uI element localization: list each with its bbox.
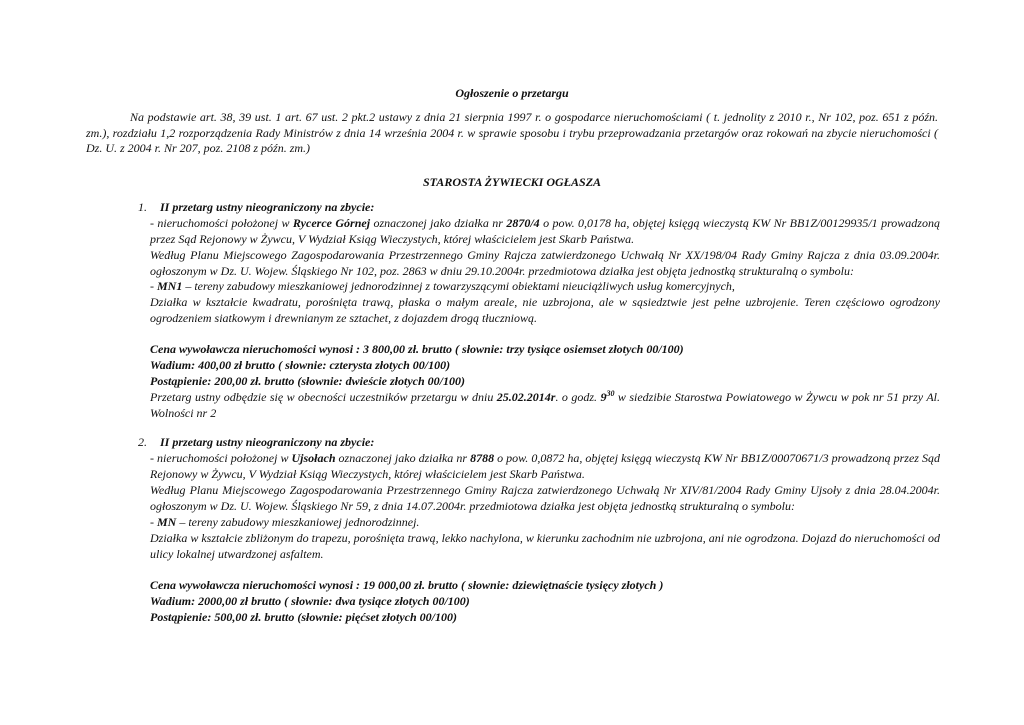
increment-label: Postąpienie [150,610,208,624]
intro-text: Na podstawie art. 38, 39 ust. 1 art. 67 ust. 2 pkt.2 ustawy z dnia 21 sierpnia 1997 r. o gospodarce nieruchomościami ( t. jednolity z 2010 r., Nr 102, poz. 651 z późn. zm.), rozdziału 1,2 rozporządzenia Rady Ministrów z dnia 14 września 2004 r. w sprawie sposobu i trybu przeprowadzania przetargów oraz rokowań na zbycie nieruchomości ( Dz. U. z 2004 r. Nr 207, poz. 2108 z późn. zm.) [86,110,938,156]
property-description [150,451,940,482]
plot-description: Działka w kształcie kwadratu, porośnięta trawą, płaska o małym areale, nie uzbrojona, ale w sąsiedztwie jest pełne uzbrojenie. Teren częściowo ogrodzony ogrodzeniem siatkowym i drewnianym ze sztachet, z dojazdem drogą tłuczniową. [150,295,940,325]
auction-location: w siedzibie Starostwa Powiatowego w Żywcu w pok nr 51 przy Al. Wolności nr 2 [150,390,941,420]
auction-text: Przetarg ustny odbędzie się w obecności uczestników przetargu w dniu [150,390,497,404]
symbol-code: MN1 [157,279,183,293]
deposit: Wadium: 400,00 zł brutto ( słownie: czterysta złotych 00/100) [150,358,451,372]
symbol-description: – tereny zabudowy mieszkaniowej jednorodzinnej. [176,515,420,529]
item-number: 1. [138,200,147,214]
zoning-plan: Według Planu Miejscowego Zagospodarowania Przestrzennego Gminy Rajcza zatwierdzonego Uchwałą Nr XIV/81/2004 Rady Gminy Ujsoły z dnia 28.04.2004r. ogłoszonym w Dz. U. Wojew. Śląskiego Nr 59, z dnia 14.07.2004r. przedmiotowa działka jest objęta jednostką strukturalną o symbolu: [150,483,940,513]
plot-number: 2870/4 [506,216,540,230]
document-title: Ogłoszenie o przetargu [455,86,569,100]
increment-value: : 500,00 zł. brutto (słownie: pięćset złotych 00/100) [207,610,457,624]
property-text: - nieruchomości położonej w [150,451,292,465]
property-description [150,216,940,247]
property-location: Rycerce Górnej [292,216,371,230]
property-text: - nieruchomości położonej w [150,216,293,230]
deposit: Wadium: 2000,00 zł brutto ( słownie: dwa tysiące złotych 00/100) [150,594,470,608]
bid-increment [150,610,940,626]
item-title: II przetarg ustny nieograniczony na zbycie: [160,200,375,214]
auction-text: . o godz. [555,390,601,404]
symbol-code: MN [157,515,177,529]
property-text: o pow. 0,0872 ha, objętej księgą wieczystą KW Nr BB1Z/00070671/3 prowadzoną przez Sąd Rejonowy w Żywcu, V Wydział Ksiąg Wieczystych, której właścicielem jest Skarb Państwa. [150,451,940,481]
zoning-symbol [150,515,940,531]
symbol-prefix: - [150,515,157,529]
auction-minutes: 30 [606,389,615,398]
starting-price: Cena wywoławcza nieruchomości wynosi : 19 000,00 zł. brutto ( słownie: dziewiętnaście tysięcy złotych ) [150,578,664,592]
bid-increment [150,374,940,390]
plot-number: 8788 [470,451,495,465]
auction-details [150,390,940,421]
zoning-plan: Według Planu Miejscowego Zagospodarowania Przestrzennego Gminy Rajcza zatwierdzonego Uchwałą Nr XX/198/04 Rady Gminy Rajcza z dnia 03.09.2004r. ogłoszonym w Dz. U. Wojew. Śląskiego Nr 102, poz. 2863 w dniu 29.10.2004r. przedmiotowa działka jest objęta jednostką strukturalną o symbolu: [150,248,940,278]
property-text: o pow. 0,0178 ha, objętej księgą wieczystą KW Nr BB1Z/00129935/1 prowadzoną przez Sąd Rejonowy w Żywcu, V Wydział Ksiąg Wieczystych, której właścicielem jest Skarb Państwa. [150,216,940,246]
starting-price: Cena wywoławcza nieruchomości wynosi : 3 800,00 zł. brutto ( słownie: trzy tysiące osiemset złotych 00/100) [150,342,684,356]
item-title: II przetarg ustny nieograniczony na zbycie: [160,435,375,449]
increment-value: : 200,00 zł. brutto (słownie: dwieście złotych 00/100) [207,374,465,388]
plot-description: Działka w kształcie zbliżonym do trapezu, porośnięta trawą, lekko nachylona, w kierunku zachodnim nie uzbrojona, ani nie ogrodzona. Dojazd do nieruchomości od ulicy lokalnej utwardzonej asfaltem. [150,531,940,561]
intro-paragraph [86,110,938,157]
property-text: oznaczonej jako działka nr [335,451,471,465]
item-number: 2. [138,435,147,449]
symbol-description: – tereny zabudowy mieszkaniowej jednorodzinnej z towarzyszącymi obiektami nieuciążliwych usług komercyjnych, [182,279,735,293]
property-location: Ujsołach [291,451,336,465]
auction-hour: 9 [600,390,607,404]
auction-date: 25.02.2014r [496,390,556,404]
section-heading: STAROSTA ŻYWIECKI OGŁASZA [422,175,602,189]
zoning-symbol [150,279,940,295]
increment-label: Postąpienie [150,374,208,388]
property-text: oznaczonej jako działka nr [370,216,507,230]
symbol-prefix: - [150,279,157,293]
